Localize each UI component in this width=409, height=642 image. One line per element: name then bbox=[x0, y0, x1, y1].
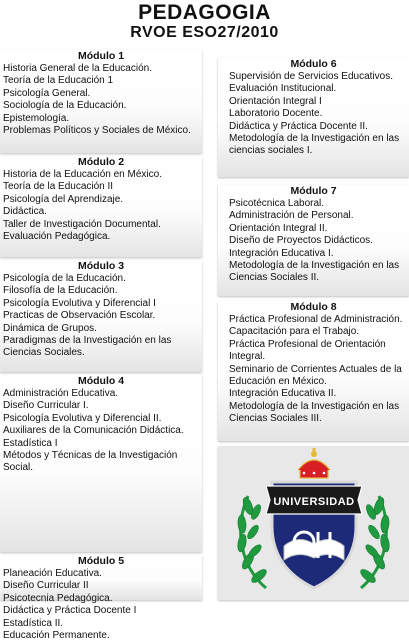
module-title: Módulo 2 bbox=[77, 156, 125, 168]
module-course-list bbox=[218, 314, 409, 426]
course-item: Paradigmas de la Investigación en las Ciencias Sociales. bbox=[3, 335, 172, 359]
course-item: Psicotecnia Pedagógica. bbox=[3, 592, 113, 604]
logo-banner-text: UNIVERSIDAD bbox=[273, 496, 355, 508]
module-course-list bbox=[218, 198, 409, 285]
module-card-3 bbox=[0, 260, 202, 372]
course-item: Historia General de la Educación. bbox=[3, 63, 152, 74]
course-item: Educación Permanente. bbox=[3, 630, 110, 642]
course-item: Práctica Profesional de Orientación Integral. bbox=[229, 338, 386, 363]
course-item: Orientación Integral II. bbox=[229, 222, 328, 234]
module-title: Módulo 8 bbox=[290, 301, 337, 313]
course-item: Taller de Investigación Documental. bbox=[3, 218, 161, 230]
course-item: Planeación Educativa. bbox=[3, 568, 102, 579]
page-title: PEDAGOGIA bbox=[138, 1, 271, 24]
course-item: Practicas de Observación Escolar. bbox=[3, 310, 156, 322]
module-course-list bbox=[218, 71, 409, 158]
course-item: Metodología de la Investigación en las ciencias sociales I. bbox=[229, 133, 400, 157]
module-course-list bbox=[0, 273, 202, 360]
module-title: Módulo 3 bbox=[77, 260, 125, 272]
module-card-1 bbox=[0, 50, 202, 153]
university-logo-panel bbox=[218, 446, 409, 600]
course-item: Evaluación Pedagógica. bbox=[3, 231, 111, 243]
course-item: Didáctica y Práctica Docente I bbox=[3, 605, 137, 617]
course-item: Estadística I bbox=[3, 437, 58, 449]
course-item: Metodología de la Investigación en las Ciencias Sociales III. bbox=[229, 400, 400, 425]
course-item: Capacitación para el Trabajo. bbox=[229, 326, 360, 338]
module-course-list bbox=[0, 568, 202, 642]
course-item: Diseño Curricular I. bbox=[3, 400, 89, 412]
course-item: Seminario de Corrientes Actuales de la Educación en México. bbox=[229, 363, 402, 388]
module-card-8 bbox=[218, 301, 409, 441]
course-item: Psicología Evolutiva y Diferencial I bbox=[3, 297, 156, 309]
university-crest-icon bbox=[226, 448, 401, 598]
course-item: Evaluación Institucional. bbox=[229, 83, 337, 95]
module-card-7 bbox=[218, 185, 409, 296]
left-column bbox=[0, 50, 202, 642]
course-item: Psicotécnica Laboral. bbox=[229, 198, 325, 209]
module-card-6 bbox=[218, 58, 409, 177]
course-item: Diseño Curricular II bbox=[3, 580, 89, 592]
module-title: Módulo 4 bbox=[77, 375, 125, 387]
course-item: Práctica Profesional de Administración. bbox=[229, 314, 403, 325]
course-item: Teoría de la Educación 1 bbox=[3, 75, 114, 87]
course-item: Sociología de la Educación. bbox=[3, 100, 127, 112]
course-item: Administración de Personal. bbox=[229, 210, 354, 222]
course-item: Integración Educativa I. bbox=[229, 247, 334, 259]
module-card-2 bbox=[0, 156, 202, 257]
module-card-4 bbox=[0, 375, 202, 552]
course-item: Integración Educativa II. bbox=[229, 388, 337, 400]
course-item: Dinámica de Grupos. bbox=[3, 322, 97, 334]
module-course-list bbox=[0, 169, 202, 243]
course-item: Administración Educativa. bbox=[3, 388, 119, 399]
module-title: Módulo 7 bbox=[290, 185, 337, 197]
course-item: Diseño de Proyectos Didácticos. bbox=[229, 235, 373, 247]
course-item: Epistemología. bbox=[3, 112, 70, 124]
course-item: Psicología del Aprendizaje. bbox=[3, 193, 124, 205]
course-item: Metodología de la Investigación en las Ciencias Sociales II. bbox=[229, 260, 400, 284]
page-header bbox=[0, 0, 409, 48]
course-item: Didáctica y Práctica Docente II. bbox=[229, 120, 368, 132]
course-item: Auxiliares de la Comunicación Didáctica. bbox=[3, 425, 184, 437]
right-column bbox=[218, 58, 409, 600]
course-item: Problemas Políticos y Sociales de México. bbox=[3, 125, 191, 137]
course-item: Laboratorio Docente. bbox=[229, 108, 323, 120]
module-title: Módulo 5 bbox=[77, 555, 125, 567]
module-course-list bbox=[0, 63, 202, 137]
course-item: Filosofía de la Educación. bbox=[3, 285, 118, 297]
course-item: Historia de la Educación en México. bbox=[3, 169, 162, 180]
course-item: Didáctica. bbox=[3, 206, 47, 218]
module-card-5 bbox=[0, 555, 202, 642]
module-title: Módulo 6 bbox=[290, 58, 337, 70]
course-item: Teoría de la Educación II bbox=[3, 181, 114, 193]
course-item: Orientación Integral I bbox=[229, 95, 322, 107]
course-item: Psicología General. bbox=[3, 87, 91, 99]
course-item: Supervisión de Servicios Educativos. bbox=[229, 71, 393, 82]
course-item: Psicología de la Educación. bbox=[3, 273, 126, 284]
course-item: Métodos y Técnicas de la Investigación Social. bbox=[3, 450, 178, 474]
page-subtitle: RVOE ESO27/2010 bbox=[130, 24, 279, 41]
module-title: Módulo 1 bbox=[77, 50, 125, 62]
course-item: Estadística II. bbox=[3, 617, 64, 629]
module-course-list bbox=[0, 388, 202, 475]
course-item: Psicología Evolutiva y Diferencial II. bbox=[3, 412, 162, 424]
